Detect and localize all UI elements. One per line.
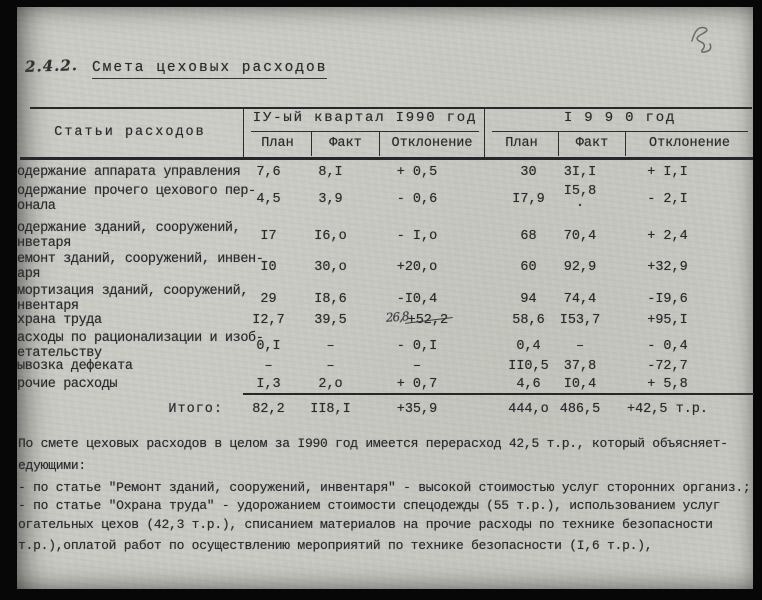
row-label: асходы по рационализации и изоб- xyxy=(17,331,264,346)
cell-year-plan: 0,4 xyxy=(516,338,541,354)
row-label: мортизация зданий, сооружений, xyxy=(17,284,249,299)
row-label: емонт зданий, сооружений, инвен- xyxy=(17,252,264,267)
cell-quarter-deviation: - 0,6 xyxy=(396,191,438,207)
table-total-row xyxy=(17,402,753,417)
note-line: - по статье "Ремонт зданий, сооружений, инвентаря" - высокой стоимостью услуг сторонних организ.; xyxy=(18,480,751,495)
cell-year-fact: 37,8 xyxy=(563,359,597,374)
cell-year-deviation: + I,I xyxy=(647,165,688,180)
quarter-fact-header: Факт xyxy=(311,132,379,156)
note-line: - по статье "Охрана труда" - удорожанием стоимости спецодежды (55 т.р.), использованием услуг xyxy=(18,498,721,513)
table-row xyxy=(17,184,753,214)
year-group-title: I 9 9 0 год xyxy=(492,107,748,132)
row-label: рочие расходы xyxy=(17,377,118,392)
total-quarter-fact: II8,I xyxy=(310,402,351,417)
cell-year-deviation: - 0,4 xyxy=(647,338,688,354)
cell-year-fact: 3I,I xyxy=(563,165,597,180)
cell-year-plan: 68 xyxy=(520,228,537,244)
cell-year-fact: – xyxy=(575,338,585,354)
cell-quarter-plan: 0,I xyxy=(256,338,281,354)
notes-paragraph xyxy=(18,436,752,553)
cell-year-plan: II0,5 xyxy=(508,359,549,374)
row-label: одержание аппарата управления xyxy=(17,165,241,180)
cell-quarter-plan: I,3 xyxy=(256,377,281,392)
table-header xyxy=(17,107,753,157)
cell-quarter-fact: 3,9 xyxy=(318,191,343,207)
title-text: Смета цеховых расходов xyxy=(92,60,327,79)
quarter-plan-header: План xyxy=(261,136,294,151)
year-deviation-header: Отклонение xyxy=(625,132,753,156)
cell-year-deviation: + 2,4 xyxy=(647,228,688,244)
year-subheaders xyxy=(485,132,753,156)
cell-quarter-deviation: +20,о xyxy=(396,259,438,275)
cell-quarter-fact: 30,о xyxy=(314,259,347,275)
cell-quarter-deviation: – xyxy=(412,359,422,374)
cell-quarter-plan: – xyxy=(264,359,273,374)
cell-year-deviation: +32,9 xyxy=(647,259,688,275)
cell-quarter-plan: I2,7 xyxy=(252,312,285,328)
row-label: одержание прочего цехового пер- xyxy=(17,184,256,199)
cell-year-fact: I5,8 · xyxy=(563,184,597,214)
cell-year-fact: 92,9 xyxy=(563,259,597,275)
year-plan-header: План xyxy=(505,136,538,151)
corner-mark-53-scribble xyxy=(683,17,727,61)
cell-quarter-deviation: - I,о xyxy=(396,228,438,244)
cell-quarter-plan: 7,6 xyxy=(256,165,281,180)
cell-quarter-deviation: -I0,4 xyxy=(396,291,438,307)
scanned-page xyxy=(17,7,753,589)
total-label: Итого: xyxy=(168,402,223,417)
cell-year-plan: 58,6 xyxy=(512,312,545,328)
table-row xyxy=(17,221,753,251)
cell-quarter-fact: – xyxy=(326,338,335,354)
table-row xyxy=(17,331,753,361)
row-label-line2: нвентаря xyxy=(17,299,79,314)
cell-quarter-plan: I0 xyxy=(260,259,277,275)
note-line: т.р.),оплатой работ по осуществлению мероприятий по технике безопасности (I,6 т.р.), xyxy=(18,538,653,553)
cell-year-fact: 74,4 xyxy=(563,291,597,307)
cell-year-plan: 30 xyxy=(520,165,537,180)
cell-quarter-deviation: + 0,7 xyxy=(396,377,438,392)
row-label: ывозка дефеката xyxy=(17,359,133,374)
column-group-quarter xyxy=(243,107,484,157)
cell-quarter-plan: 29 xyxy=(260,291,277,307)
cell-quarter-deviation: + 0,5 xyxy=(396,165,438,180)
struck-value: +52,2 xyxy=(407,313,449,328)
cell-quarter-fact: – xyxy=(326,359,335,374)
cell-quarter-fact: I6,о xyxy=(314,228,347,244)
cell-quarter-fact: 2,о xyxy=(318,377,343,392)
total-year-plan: 444,о xyxy=(508,402,549,417)
row-label: одержание зданий, сооружений, xyxy=(17,221,241,236)
cell-year-plan: 4,6 xyxy=(516,377,541,392)
cell-quarter-fact: 8,I xyxy=(318,165,343,180)
total-quarter-plan: 82,2 xyxy=(252,402,285,417)
table-row xyxy=(17,284,753,314)
table-body xyxy=(17,158,753,417)
cell-year-deviation: + 5,8 xyxy=(647,377,688,392)
total-year-deviation: +42,5 т.р. xyxy=(626,402,708,417)
row-label-line2: онала xyxy=(17,199,56,214)
cell-quarter-plan: I7 xyxy=(260,228,277,244)
table-row xyxy=(17,309,753,328)
cell-year-plan: I7,9 xyxy=(512,191,545,207)
total-year-fact: 486,5 xyxy=(559,402,601,417)
cell-quarter-fact: I8,6 xyxy=(314,291,347,307)
quarter-deviation-header: Отклонение xyxy=(379,132,484,156)
page-title xyxy=(25,57,327,76)
column-header-items: Статьи расходов xyxy=(54,124,206,140)
year-fact-header: Факт xyxy=(558,132,625,156)
cell-year-deviation: +95,I xyxy=(647,312,688,328)
total-quarter-deviation: +35,9 xyxy=(396,402,438,417)
handwritten-correction: 26,8 xyxy=(385,309,409,325)
cell-year-deviation: -I9,6 xyxy=(647,291,688,307)
table-row xyxy=(17,165,753,180)
section-number: 2.4.2. xyxy=(24,56,79,76)
note-line: По смете цеховых расходов в целом за I990 год имеется перерасход 42,5 т.р., который объясняет- xyxy=(18,436,728,451)
table-row xyxy=(17,377,753,392)
row-label-line2: аря xyxy=(17,267,41,282)
cell-year-fact: 70,4 xyxy=(563,228,597,244)
cell-quarter-deviation: - 0,I xyxy=(396,338,438,354)
cell-quarter-deviation xyxy=(377,309,483,328)
table-row xyxy=(17,252,753,282)
note-line: огательных цехов (42,3 т.р.), списанием материалов на прочие расходы по технике безопасности xyxy=(18,517,713,532)
quarter-subheaders xyxy=(244,132,484,156)
cell-year-deviation: - 2,I xyxy=(647,191,688,207)
table-row xyxy=(17,359,753,374)
cell-year-plan: 94 xyxy=(520,291,537,307)
note-line: едующими: xyxy=(18,458,86,473)
total-separator-rule xyxy=(243,393,754,395)
cell-year-plan: 60 xyxy=(520,259,537,275)
cell-year-fact: I0,4 xyxy=(563,377,597,392)
cell-year-deviation: -72,7 xyxy=(647,359,688,374)
quarter-group-title: IУ-ый квартал I990 год xyxy=(251,107,479,132)
row-label-line2: етательству xyxy=(17,346,102,361)
cell-year-fact: I53,7 xyxy=(559,312,601,328)
row-label: храна труда xyxy=(17,312,102,328)
row-label-line2: нветаря xyxy=(17,236,71,251)
cell-quarter-fact: 39,5 xyxy=(314,312,347,328)
cell-quarter-plan: 4,5 xyxy=(256,191,281,207)
column-group-year xyxy=(484,107,753,157)
